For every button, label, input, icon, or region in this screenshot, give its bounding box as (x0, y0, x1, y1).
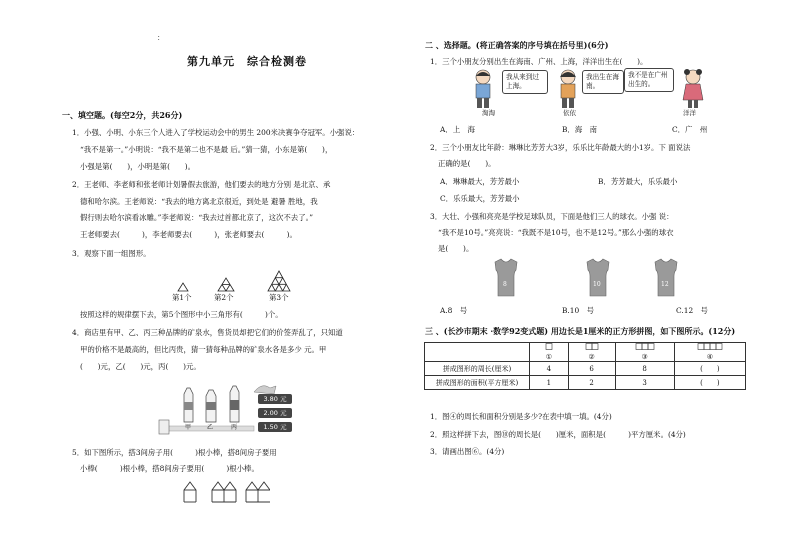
price-tag-3: 1.50 元 (258, 422, 292, 432)
q1-line2: “我不是第一。”小明说：“我不是第二也不是最 后。”猜一猜，小东是第( )， (80, 145, 333, 154)
row2-val-4[interactable]: ( ) (674, 376, 745, 390)
child-yiyi-icon (555, 68, 581, 110)
pattern-2-icon (583, 343, 601, 351)
s2-q1-opt-b[interactable]: B．海 南 (562, 125, 597, 134)
q2-line2: 德和哈尔滨。王老师说：“我去的地方离北京很近，到处是 避暑 胜地，我 (80, 197, 318, 206)
col-2 (568, 343, 615, 362)
bubble-yangyang: 我不是在广州出生的。 (624, 68, 674, 92)
section2-header: 二 、选择题。(将正确答案的序号填在括号里)(6分) (425, 40, 609, 50)
name-taotao: 淘淘 (482, 109, 495, 117)
q4-line2: 甲的价格不是最高的，但比丙贵，猜一猜每种品牌的矿泉水各是多少 元。甲 (80, 345, 327, 354)
q1-line3: 小强是第( )，小明是第( )。 (80, 162, 196, 171)
jersey-number-10: 10 (593, 281, 601, 288)
s2-q3-opt-c[interactable]: C.12 号 (676, 306, 708, 315)
s2-q3-opt-b[interactable]: B.10 号 (562, 306, 594, 315)
q2-line3: 假行则去哈尔滨看冰雕。”李老师说：“我去过首都北京了，这次不去了。” (80, 213, 314, 222)
col-2-label: ② (588, 353, 595, 361)
price-tag-1: 3.80 元 (258, 394, 292, 404)
s2-q3-opt-a[interactable]: A.8 号 (440, 306, 468, 315)
s2-q1-opt-a[interactable]: A．上 海 (440, 125, 475, 134)
jersey-number-12: 12 (661, 281, 669, 288)
s2-q2-opt-c[interactable]: C．乐乐最大，芳芳最小 (440, 194, 520, 203)
s2-q3-line3: 是( )。 (438, 244, 474, 253)
q1-line1: 1．小强、小明、小东三个人进入了学校运动会中的男生 200米决赛争夺冠军。小强说： (72, 128, 360, 137)
bottle-label-bing: 丙 (231, 424, 238, 431)
row2-label: 拼成图形的面积(平方厘米) (425, 376, 530, 390)
row2-val-2: 2 (568, 376, 615, 390)
bubble-yiyi: 我出生在海南。 (582, 70, 624, 94)
name-yiyi: 依依 (563, 109, 576, 117)
child-yangyang-icon (680, 68, 706, 110)
table-row (425, 362, 746, 376)
price-tag-2: 2.00 元 (258, 408, 292, 418)
q3-line1: 3．观察下面一组图形。 (72, 249, 151, 258)
jersey-10 (584, 258, 612, 298)
q4-line1: 4．商店里有甲、乙、丙三种品牌的矿泉水，售货员却把它们的价签弄乱了，只知道 (72, 328, 343, 337)
row1-label: 拼成图形的周长(厘米) (425, 362, 530, 376)
row2-val-1: 1 (530, 376, 569, 390)
row1-val-2: 6 (568, 362, 615, 376)
table-row (425, 376, 746, 390)
fig-label-3: 第3个 (269, 293, 289, 302)
q5-line2: 小棒( )根小棒，搭8间房子要用( )根小棒。 (80, 464, 259, 473)
s2-q1: 1．三个小朋友分别出生在海南、广州、上海，洋洋出生在( )。 (430, 57, 648, 66)
col-4 (674, 343, 745, 362)
jersey-icon (492, 258, 520, 298)
q5-line1: 5．如下图所示，搭3间房子用( )根小棒，搭8间房子要用 (72, 448, 277, 457)
s2-q2-line1: 2．三个小朋友比年龄：琳琳比芳芳大3岁，乐乐比年龄最大的小1岁。下 面说法 (430, 143, 691, 152)
corner-mark: ： (157, 33, 165, 42)
jersey-12 (652, 258, 680, 298)
bottle-illustration (158, 380, 308, 442)
col-3 (615, 343, 674, 362)
col-1-label: ① (545, 353, 552, 361)
s2-q2-opt-a[interactable]: A．琳琳最大，芳芳最小 (440, 177, 520, 186)
bubble-taotao: 我从来到过上海。 (502, 70, 548, 94)
q2-line4: 王老师要去( )，李老师要去( )，张老师要去( )。 (80, 230, 297, 239)
pattern-3-icon (633, 343, 657, 351)
s2-q2-opt-b[interactable]: B．芳芳最大，乐乐最小 (598, 177, 678, 186)
table-header-row (425, 343, 746, 362)
s2-q2-line2: 正确的是( )。 (438, 159, 496, 168)
s2-q3-line1: 3．大壮、小强和亮亮是学校足球队员，下面是他们三人的球衣。小强 说： (430, 212, 674, 221)
jersey-icon (652, 258, 680, 298)
s2-q1-opt-c[interactable]: C．广 州 (672, 125, 708, 134)
bottle-label-yi: 乙 (207, 424, 214, 431)
stick-houses-figure (180, 478, 270, 504)
q4-line3: ( )元，乙( )元，丙( )元。 (80, 362, 201, 371)
s3-q1: 1．图④的周长和面积分别是多少?在表中填一填。(4分) (430, 412, 612, 421)
row1-val-3: 8 (615, 362, 674, 376)
s2-q3-line2: “我不是10号。”亮亮说：“我既不是10号，也不是12号。”那么小强的球衣 (438, 228, 674, 237)
q3-line2: 按照这样的规律摆下去，第5个图形中小三角形有( )个。 (80, 310, 283, 319)
q2-line1: 2．王老师、李老师和张老师计划暑假去旅游，他们要去的地方分别 是北京、承 (72, 180, 331, 189)
page-title: 第九单元 综合检测卷 (187, 55, 307, 68)
s3-q2: 2．照这样拼下去，图⑩的周长是( )厘米，面积是( )平方厘米。(4分) (430, 430, 686, 439)
child-taotao-icon (470, 68, 496, 110)
pattern-4-icon (695, 343, 725, 351)
section1-header: 一、填空题。(每空2分，共26分) (62, 110, 183, 120)
row1-val-4[interactable]: ( ) (674, 362, 745, 376)
row2-val-3: 3 (615, 376, 674, 390)
square-pattern-table (424, 342, 746, 390)
col-3-label: ③ (641, 353, 648, 361)
pattern-1-icon (542, 343, 556, 351)
col-1 (530, 343, 569, 362)
s3-q3: 3．请画出图⑥。(4分) (430, 447, 505, 456)
jersey-8 (492, 258, 520, 298)
jersey-number-8: 8 (503, 281, 507, 288)
bottle-label-jia: 甲 (185, 424, 192, 431)
name-yangyang: 洋洋 (683, 109, 696, 117)
col-4-label: ④ (706, 353, 713, 361)
table-corner-cell (425, 343, 530, 362)
row1-val-1: 4 (530, 362, 569, 376)
jersey-icon (584, 258, 612, 298)
fig-label-2: 第2个 (214, 293, 234, 302)
section3-header: 三 、(长沙市期末 ·数学92变式题) 用边长是1厘米的正方形拼图，如下图所示。(12分) (425, 326, 736, 336)
fig-label-1: 第1个 (172, 293, 192, 302)
